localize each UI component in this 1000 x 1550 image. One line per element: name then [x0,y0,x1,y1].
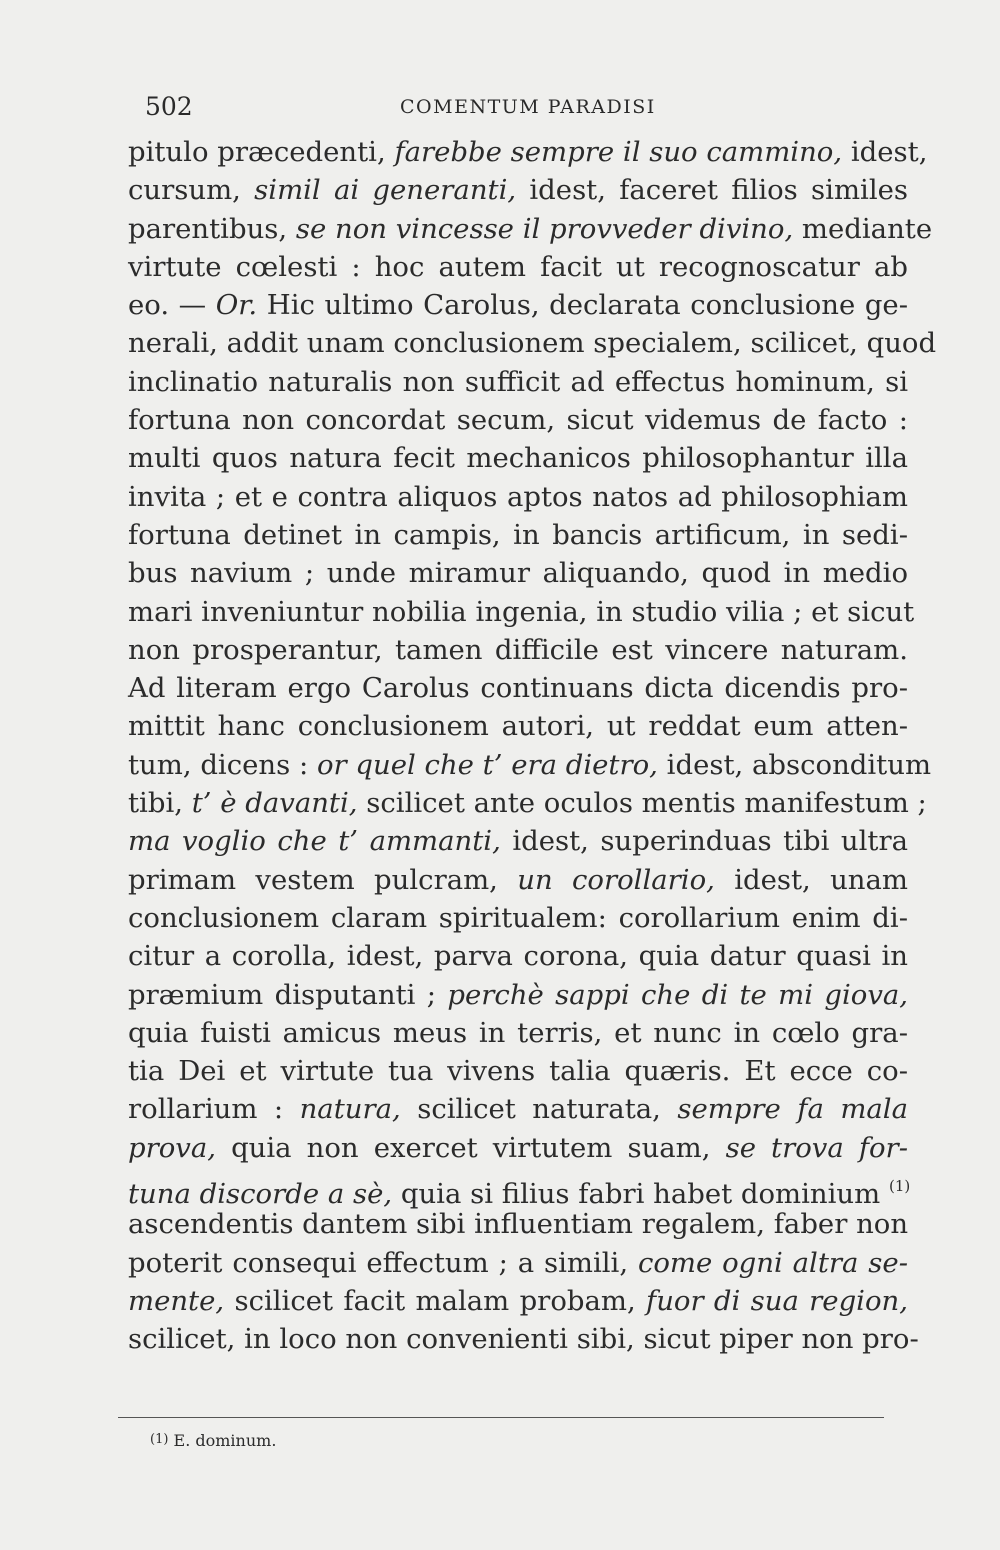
text-line [128,669,908,707]
text-span: quia fuisti amicus meus in terris, et nunc in cœlo gra- [128,1016,908,1049]
text-line [128,133,928,171]
text-span: idest, faceret filios similes [516,174,909,207]
text-span: quia non exercet virtutem suam, [215,1131,726,1164]
text-span: Ad literam ergo Carolus continuans dicta dicendis pro- [128,672,908,705]
italic-span: or quel che t’ era dietro, [316,748,658,781]
text-line [128,822,908,860]
text-line [128,593,915,631]
text-line [128,286,908,324]
text-line [128,1320,919,1358]
text-span: Hic ultimo Carolus, declarata conclusione ge- [257,289,908,322]
text-line [128,1052,908,1090]
text-span: inclinatio naturalis non sufficit ad effectus hominum, si [128,365,908,398]
text-span: idest, [842,136,928,168]
text-span: ascendentis dantem sibi influentiam regalem, faber non [128,1208,909,1241]
italic-span: ma voglio che t’ ammanti, [128,825,501,858]
italic-span: prova, [128,1131,216,1164]
text-line [128,746,932,784]
text-span: virtute cœlesti : hoc autem facit ut recognoscatur ab [128,250,908,283]
text-span: fortuna detinet in campis, in bancis artificum, in sedi- [128,518,908,551]
italic-span: perchè sappi che di te mi giova, [447,978,908,1011]
footnote-mark: (1) [150,1432,169,1447]
text-span: scilicet, in loco non convenienti sibi, sicut piper non pro- [128,1323,919,1356]
footnote-ref: (1) [888,1177,911,1196]
italic-span: sempre fa mala [677,1093,908,1126]
text-line [128,1014,908,1052]
text-span: quia si filius fabri habet dominium [392,1178,889,1211]
text-line [128,478,908,516]
text-span: conclusionem claram spiritualem: corollarium enim di- [128,901,908,934]
italic-span: mente, [128,1284,225,1317]
text-line [128,937,908,975]
footnote [150,1431,276,1450]
text-span: scilicet ante oculos mentis manifestum ; [357,787,927,820]
text-span: idest, superinduas tibi ultra [500,825,908,858]
text-span: scilicet naturata, [400,1093,678,1126]
text-span: idest, unam [714,863,908,896]
text-line [128,516,908,554]
text-span: tibi, [128,787,192,820]
italic-span: t’ è davanti, [191,787,358,820]
page-number: 502 [145,92,193,121]
text-line [128,210,933,248]
text-span: nerali, addit unam conclusionem specialem, scilicet, quod [128,327,937,360]
italic-span: un corollario, [517,863,715,896]
text-line [128,976,908,1014]
text-line [128,1205,908,1243]
italic-span: come ogni altra se- [637,1246,908,1279]
italic-span: Or. [215,289,258,322]
text-span: fortuna non concordat secum, sicut videmus de facto : [128,404,908,437]
italic-span: fuor di sua region, [646,1284,908,1317]
text-span: scilicet facit malam probam, [224,1284,647,1317]
text-span: eo. — [128,289,216,322]
text-span: præmium disputanti ; [128,978,448,1011]
text-span: tum, dicens : [128,748,317,781]
italic-span: farebbe sempre il suo cammino, [394,136,843,168]
text-span: citur a corolla, idest, parva corona, quia datur quasi in [128,940,908,973]
text-line [128,784,927,822]
text-line [128,248,908,286]
text-span: cursum, [128,174,255,207]
text-span: tia Dei et virtute tua vivens talia quæris. Et ecce co- [128,1055,908,1088]
footnote-rule [118,1417,884,1418]
text-line [128,363,908,401]
running-head: COMENTUM PARADISI [400,96,656,118]
text-line [128,171,908,209]
text-span: invita ; et e contra aliquos aptos natos ad philosophiam [128,480,908,513]
text-line [128,899,908,937]
text-span: mittit hanc conclusionem autori, ut reddat eum atten- [128,710,908,743]
text-line [128,861,908,899]
page-header [145,92,905,126]
text-span: rollarium : [128,1093,300,1126]
text-line [128,1282,908,1320]
text-span: non prosperantur, tamen difficile est vincere naturam. [128,633,908,666]
italic-span: natura, [299,1093,401,1126]
text-span: primam vestem pulcram, [128,863,518,896]
italic-span: se non vincesse il provveder divino, [295,212,794,245]
body-text [128,133,937,1359]
text-span: mediante [793,212,933,245]
italic-span: se trova for- [725,1131,908,1164]
text-line [128,439,908,477]
text-line [128,1090,908,1128]
text-span: idest, absconditum [657,748,932,781]
text-line [128,554,908,592]
text-line [128,324,937,362]
text-line [128,1167,911,1211]
text-span: poterit consequi effectum ; a simili, [128,1246,638,1279]
italic-span: tuna discorde a sè, [128,1178,393,1211]
text-span: pitulo præcedenti, [128,136,395,168]
text-span: multi quos natura fecit mechanicos philosophantur illa [128,442,908,475]
text-span: mari inveniuntur nobilia ingenia, in studio vilia ; et sicut [128,595,915,628]
text-line [128,631,908,669]
text-line [128,1129,908,1167]
italic-span: simil ai generanti, [254,174,517,207]
text-line [128,1244,908,1282]
text-span: parentibus, [128,212,296,245]
text-span: bus navium ; unde miramur aliquando, quod in medio [128,557,908,590]
text-line [128,707,908,745]
footnote-text: E. dominum. [173,1431,277,1450]
text-line [128,401,908,439]
